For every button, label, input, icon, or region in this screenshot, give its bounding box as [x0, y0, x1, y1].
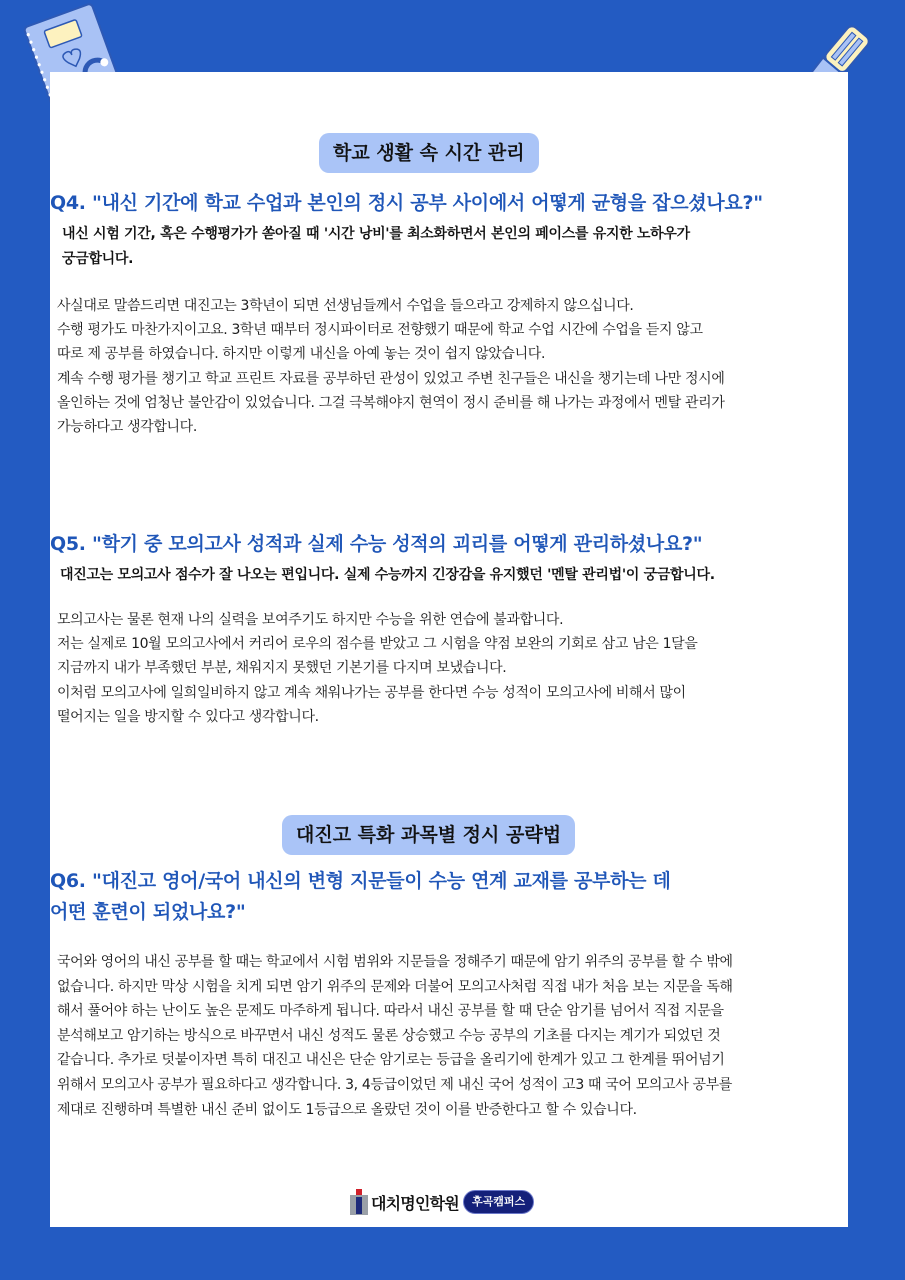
question-title-q6: Q6. "대진고 영어/국어 내신의 변형 지문들이 수능 연계 교재를 공부하는 데 어떤 훈련이 되었나요?" — [50, 870, 671, 923]
answer-body-q5: 모의고사는 물론 현재 나의 실력을 보여주기도 하지만 수능을 위한 연습에 불과합니다. 저는 실제로 10월 모의고사에서 커리어 로우의 점수를 받았고 그 시험을 약점 보완의 기회로 삼고 남은 1달을 지금까지 내가 부족했던 부분, 채워지지 못했던 기본기를 다지며 보냈습니다. 이처럼 모의고사에 일희일비하지 않고 계속 채워나가는 공부를 한다면 수능 성적이 모의고사에 비해서 많이 떨어지는 일을 방지할 수 있다고 생각합니다. — [57, 612, 698, 725]
answer-body-q4: 사실대로 말씀드리면 대진고는 3학년이 되면 선생님들께서 수업을 들으라고 강제하지 않으십니다. 수행 평가도 마찬가지이고요. 3학년 때부터 정시파이터로 전향했기 때문에 학교 수업 시간에 수업을 듣지 않고 따로 제 공부를 하였습니다. 하지만 이렇게 내신을 아예 놓는 것이 쉽지 않았습니다. 계속 수행 평가를 챙기고 학교 프린트 자료를 공부하던 관성이 있었고 주변 친구들은 내신을 챙기는데 나만 정시에 올인하는 것에 엄청난 불안감이 있었습니다. 그걸 극복해야지 현역이 정시 준비를 해 나가는 과정에서 멘탈 관리가 가능하다고 생각합니다. — [57, 298, 725, 436]
question-title-q4: Q4. "내신 기간에 학교 수업과 본인의 정시 공부 사이에서 어떻게 균형을 잡으셨나요?" — [50, 192, 763, 214]
answer-body-q6: 국어와 영어의 내신 공부를 할 때는 학교에서 시험 범위와 지문들을 정해주기 때문에 암기 위주의 공부를 할 수 밖에 없습니다. 하지만 막상 시험을 치게 되면 암기 위주의 문제와 더불어 모의고사처럼 직접 내가 처음 보는 지문을 독해 해서 풀어야 하는 난이도 높은 문제도 마주하게 됩니다. 따라서 내신 공부를 할 때 단순 암기를 넘어서 직접 지문을 분석해보고 암기하는 방식으로 바꾸면서 내신 성적도 물론 상승했고 수능 공부의 기초를 다지는 계기가 되었던 것 같습니다. 추가로 덧붙이자면 특히 대진고 내신은 단순 암기로는 등급을 올리기에 한계가 있고 그 한계를 뛰어넘기 위해서 모의고사 공부가 필요하다고 생각합니다. 3, 4등급이었던 제 내신 국어 성적이 고3 때 국어 모의고사 공부를 제대로 진행하며 특별한 내신 준비 없이도 1등급으로 올랐던 것이 이를 반증한다고 할 수 있습니다. — [57, 954, 733, 1118]
section-heading-subject-strategy: 대진고 특화 과목별 정시 공략법 — [282, 815, 575, 855]
question-subtitle-q4: 내신 시험 기간, 혹은 수행평가가 쏟아질 때 '시간 낭비'를 최소화하면서 본인의 페이스를 유지한 노하우가 궁금합니다. — [62, 226, 690, 267]
academy-logo-mark-icon — [350, 1189, 368, 1215]
campus-badge: 후곡캠퍼스 — [463, 1190, 534, 1214]
question-title-q5: Q5. "학기 중 모의고사 성적과 실제 수능 성적의 괴리를 어떻게 관리하셨나요?" — [50, 533, 703, 555]
question-subtitle-q5: 대진고는 모의고사 점수가 잘 나오는 편입니다. 실제 수능까지 긴장감을 유지했던 '멘탈 관리법'이 궁금합니다. — [60, 567, 715, 583]
academy-name: 대치명인학원 — [371, 1193, 459, 1213]
academy-logo — [350, 1188, 534, 1216]
section-heading-time-management: 학교 생활 속 시간 관리 — [319, 133, 539, 173]
